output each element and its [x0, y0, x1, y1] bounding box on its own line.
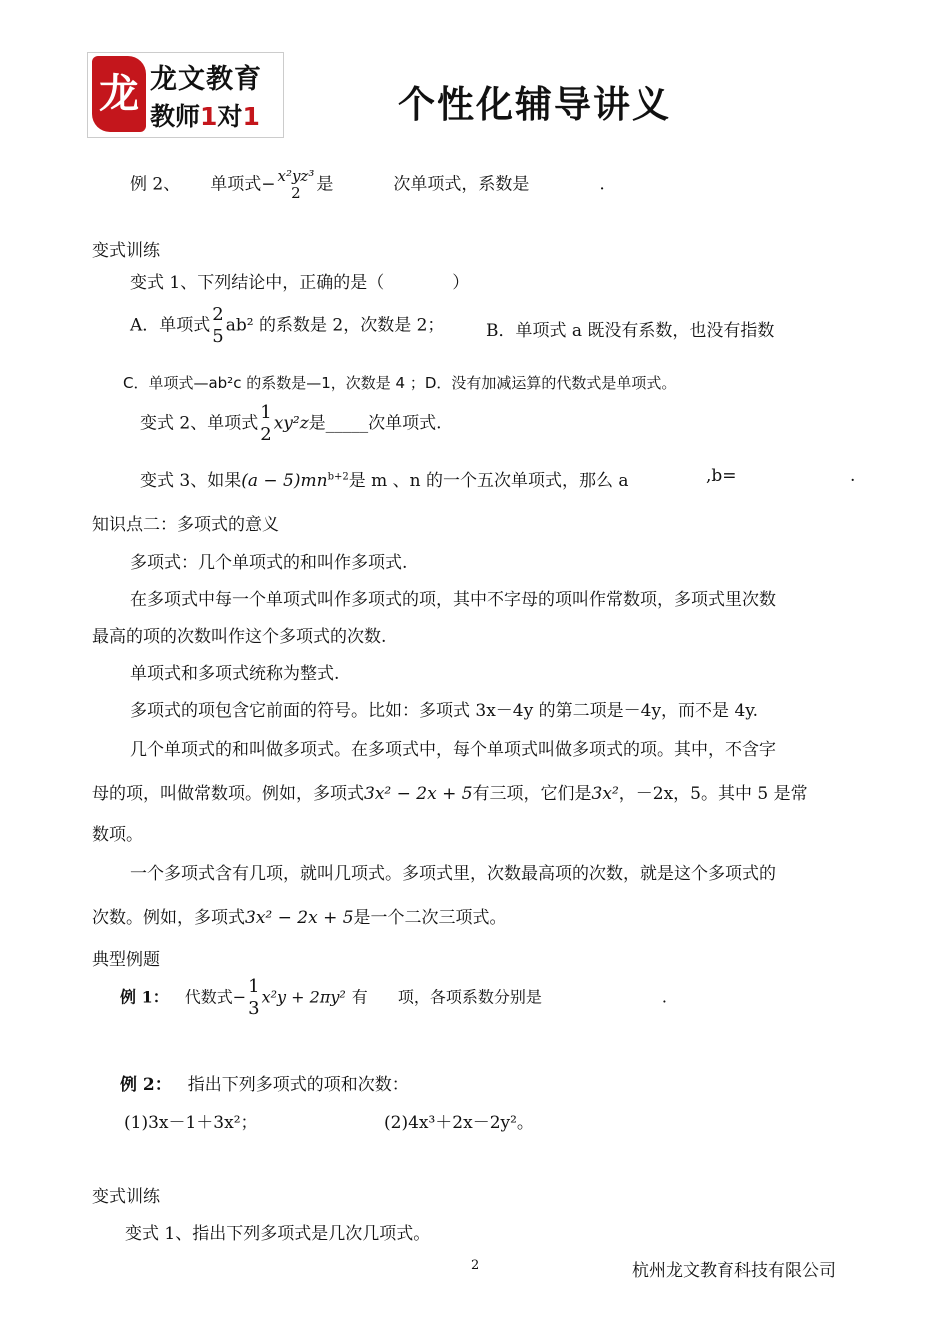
logo	[87, 52, 284, 138]
typical-examples-heading: 典型例题	[92, 950, 160, 970]
kp2-paragraph-1: 多项式：几个单项式的和叫作多项式.	[130, 553, 408, 573]
kp2-paragraph-2a: 在多项式中每一个单项式叫作多项式的项，其中不字母的项叫作常数项，多项式里次数	[130, 590, 776, 610]
variant-1-question: 变式 1、下列结论中，正确的是（ ）	[130, 273, 470, 293]
kp2-paragraph-6a: 一个多项式含有几项，就叫几项式。多项式里，次数最高项的次数，就是这个多项式的	[130, 864, 776, 884]
variant-3-b: ,b=	[706, 466, 737, 486]
variant-1-option-b: B．单项式 a 既没有系数，也没有指数	[486, 321, 775, 341]
footer-company: 杭州龙文教育科技有限公司	[632, 1261, 836, 1281]
kp2-paragraph-3: 单项式和多项式统称为整式.	[130, 664, 340, 684]
typical-example-1: 例 1： 代数式− 1 3 x²y + 2πy² 有 项，各项系数分别是 .	[120, 976, 667, 1019]
kp2-paragraph-4: 多项式的项包含它前面的符号。比如：多项式 3x－4y 的第二项是－4y，而不是 4y.	[130, 701, 759, 721]
logo-mark-icon: 龙	[92, 56, 146, 132]
kp2-paragraph-5a: 几个单项式的和叫做多项式。在多项式中，每个单项式叫做多项式的项。其中，不含字	[130, 740, 776, 760]
variant-2: 变式 2、单项式 1 2 xy²z是_____次单项式.	[140, 402, 442, 445]
variant-1-option-a: A．单项式 2 5 ab² 的系数是 2，次数是 2；	[130, 304, 445, 347]
variant-3-end: .	[850, 466, 856, 486]
variant-3: 变式 3、如果$(a - 5)mn^{b+2}$是 m 、n 的一个五次单项式，那么 a	[140, 471, 629, 491]
variant-4-question: 变式 1、指出下列多项式是几次几项式。	[125, 1224, 431, 1244]
kp2-paragraph-5c: 数项。	[92, 825, 143, 845]
logo-text-top: 龙文教育	[150, 64, 262, 95]
logo-text-bottom: 教师1对1	[150, 102, 260, 131]
knowledge-point-2-heading: 知识点二：多项式的意义	[92, 515, 279, 535]
page-number: 2	[471, 1258, 480, 1273]
variant-heading-1: 变式训练	[92, 241, 160, 261]
variant-heading-2: 变式训练	[92, 1187, 160, 1207]
kp2-paragraph-2b: 最高的项的次数叫作这个多项式的次数.	[92, 627, 387, 647]
example-2-monomial: 例 2、 单项式− x²yz³ 2 是 次单项式，系数是 .	[130, 167, 605, 202]
typical-example-2-part-2: (2)4x³＋2x－2y²。	[384, 1113, 534, 1133]
page-title: 个性化辅导讲义	[398, 83, 671, 126]
kp2-paragraph-6b: 次数。例如，多项式3x² − 2x + 5是一个二次三项式。	[92, 908, 507, 928]
typical-example-2: 例 2： 指出下列多项式的项和次数：	[120, 1075, 409, 1095]
variant-1-options-cd: C．单项式—ab²c 的系数是—1，次数是 4 ；D．没有加减运算的代数式是单项式。	[123, 374, 677, 392]
typical-example-2-part-1: (1)3x－1＋3x²；	[124, 1113, 258, 1133]
kp2-paragraph-5b: 母的项，叫做常数项。例如，多项式3x² − 2x + 5有三项，它们是3x²，－2x，5。其中 5 是常	[92, 784, 808, 804]
